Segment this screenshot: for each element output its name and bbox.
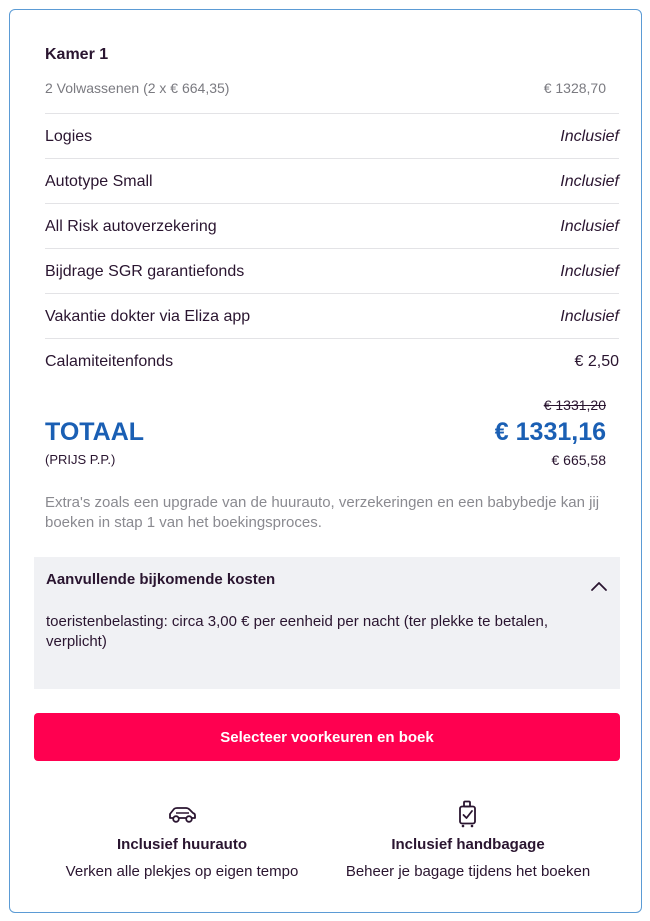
line-item-vakantie-dokter [45, 293, 619, 339]
line-item-label: Logies [45, 127, 93, 145]
price-summary-card [9, 9, 642, 913]
feature-subtitle: Verken alle plekjes op eigen tempo [65, 863, 299, 880]
feature-hand-luggage [323, 800, 613, 880]
line-item-all-risk [45, 203, 619, 249]
feature-rental-car [37, 800, 327, 880]
feature-title: Inclusief handbagage [391, 836, 545, 853]
line-item-calamiteitenfonds [45, 338, 619, 384]
line-item-value: Inclusief [560, 172, 619, 190]
line-item-label: All Risk autoverzekering [45, 217, 217, 235]
line-item-sgr [45, 248, 619, 294]
line-item-value: Inclusief [560, 307, 619, 325]
line-item-value: Inclusief [560, 127, 619, 145]
book-button[interactable]: Selecteer voorkeuren en boek [34, 713, 620, 761]
extras-info: Extra's zoals een upgrade van de huurauto, verzekeringen en een babybedje kan jij boeken in stap 1 van het boekingsproces. [45, 494, 600, 531]
feature-subtitle: Beheer je bagage tijdens het boeken [345, 863, 591, 880]
total-label: TOTAAL [45, 418, 145, 446]
total-note: (PRIJS P.P.) [45, 452, 116, 467]
additional-costs-title: Aanvullende bijkomende kosten [46, 571, 276, 588]
line-item-logies [45, 113, 619, 159]
old-total-price: € 1331,20 [543, 397, 606, 413]
line-item-value: € 2,50 [574, 352, 619, 370]
chevron-up-icon[interactable] [590, 577, 608, 595]
line-item-label: Calamiteitenfonds [45, 352, 174, 370]
additional-costs-panel [34, 557, 620, 689]
line-item-label: Vakantie dokter via Eliza app [45, 307, 251, 325]
car-icon [166, 800, 198, 828]
room-guests: 2 Volwassenen (2 x € 664,35) [45, 80, 230, 96]
line-item-value: Inclusief [560, 217, 619, 235]
feature-title: Inclusief huurauto [116, 836, 247, 853]
luggage-icon [454, 800, 482, 828]
room-guests-price: € 1328,70 [543, 80, 606, 96]
line-item-label: Autotype Small [45, 172, 153, 190]
line-item-autotype [45, 158, 619, 204]
total-price: € 1331,16 [494, 418, 606, 446]
price-per-person: € 665,58 [551, 452, 606, 468]
room-title: Kamer 1 [45, 46, 109, 63]
line-item-value: Inclusief [560, 262, 619, 280]
additional-costs-text: toeristenbelasting: circa 3,00 € per eenheid per nacht (ter plekke te betalen, verplicht) [46, 613, 548, 650]
line-item-label: Bijdrage SGR garantiefonds [45, 262, 245, 280]
